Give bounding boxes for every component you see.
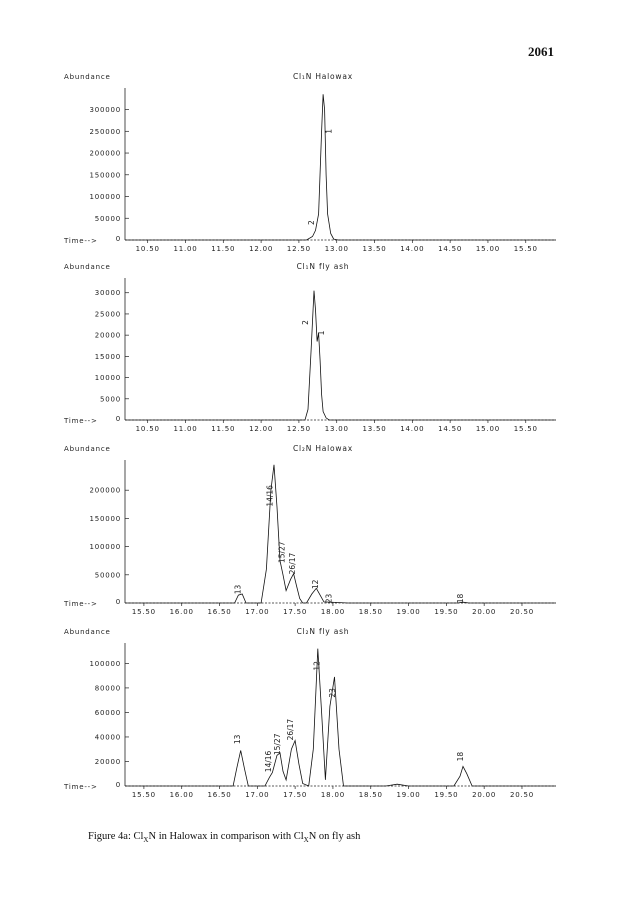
y-tick-label: 150000 xyxy=(89,514,121,523)
y-tick-label: 200000 xyxy=(89,149,121,158)
x-tick-label: 17.00 xyxy=(245,608,270,616)
y-tick-label: 300000 xyxy=(89,106,121,115)
y-tick-label: 40000 xyxy=(94,733,121,742)
x-tick-label: 19.50 xyxy=(434,791,459,799)
peak-label: 12 xyxy=(310,579,320,590)
x-tick-label: 11.50 xyxy=(211,245,236,253)
y-tick-label: 150000 xyxy=(89,171,121,180)
x-tick-label: 14.00 xyxy=(400,425,425,433)
x-tick-label: 16.50 xyxy=(207,791,232,799)
x-tick-label: 11.50 xyxy=(211,425,236,433)
x-tick-label: 13.50 xyxy=(362,425,387,433)
x-tick-label: 15.00 xyxy=(475,425,500,433)
figure-caption: Figure 4a: $Cl_XN$ in Halowax in comparison with $Cl_XN$ on fly ash xyxy=(88,831,361,845)
x-tick-label: 15.50 xyxy=(131,791,156,799)
x-tick-label: 14.50 xyxy=(438,245,463,253)
y-tick-label: 20000 xyxy=(94,331,121,340)
x-tick-label: 16.50 xyxy=(207,608,232,616)
x-axis-label: Time--> xyxy=(64,237,98,245)
y-tick-label: 80000 xyxy=(94,684,121,693)
x-tick-label: 16.00 xyxy=(169,791,194,799)
y-axis-label: Abundance xyxy=(64,263,111,271)
x-tick-label: 12.00 xyxy=(249,425,274,433)
x-tick-label: 15.50 xyxy=(131,608,156,616)
y-tick-label: 10000 xyxy=(94,374,121,383)
x-tick-label: 20.00 xyxy=(472,791,497,799)
x-tick-label: 11.00 xyxy=(173,245,198,253)
x-axis-label: Time--> xyxy=(64,600,98,608)
x-tick-label: 17.50 xyxy=(283,608,308,616)
x-tick-label: 20.50 xyxy=(509,791,534,799)
x-tick-label: 12.50 xyxy=(286,425,311,433)
y-tick-label: 50000 xyxy=(94,571,121,580)
peak-label: 18 xyxy=(455,593,465,604)
x-tick-label: 19.00 xyxy=(396,608,421,616)
x-tick-label: 13.00 xyxy=(324,425,349,433)
x-tick-label: 15.00 xyxy=(475,245,500,253)
y-tick-label: 20000 xyxy=(94,757,121,766)
x-tick-label: 14.50 xyxy=(438,425,463,433)
peak-label: 13 xyxy=(233,584,243,595)
peak-label: 26/17 xyxy=(288,552,298,575)
x-axis-label: Time--> xyxy=(64,783,98,791)
y-axis-label: Abundance xyxy=(64,73,111,81)
peak-label: 14/16 xyxy=(263,750,273,773)
x-tick-label: 18.50 xyxy=(358,791,383,799)
y-axis-label: Abundance xyxy=(64,445,111,453)
x-tick-label: 13.50 xyxy=(362,245,387,253)
y-tick-label: 0 xyxy=(115,415,121,423)
y-tick-label: 100000 xyxy=(89,659,121,668)
y-tick-label: 250000 xyxy=(89,127,121,136)
chromatogram-trace xyxy=(125,649,556,786)
y-tick-label: 0 xyxy=(115,598,121,606)
x-tick-label: 17.00 xyxy=(245,791,270,799)
x-tick-label: 18.00 xyxy=(320,608,345,616)
peak-label: 2 xyxy=(307,220,317,225)
chart-title: Cl₂N Halowax xyxy=(293,444,353,453)
peak-label: 12 xyxy=(312,661,322,671)
x-tick-label: 13.00 xyxy=(324,245,349,253)
x-tick-label: 17.50 xyxy=(283,791,308,799)
chart-title: Cl₁N Halowax xyxy=(293,72,353,81)
y-tick-label: 100000 xyxy=(89,193,121,202)
y-tick-label: 200000 xyxy=(89,486,121,495)
peak-label: 1 xyxy=(316,330,326,336)
x-tick-label: 10.50 xyxy=(135,245,160,253)
peak-label: 18 xyxy=(455,751,465,762)
peak-label: 14/16 xyxy=(265,485,275,507)
y-tick-label: 60000 xyxy=(94,708,121,717)
y-tick-label: 50000 xyxy=(94,214,121,223)
x-tick-label: 16.00 xyxy=(169,608,194,616)
y-tick-label: 25000 xyxy=(94,310,121,319)
y-tick-label: 100000 xyxy=(89,543,121,552)
chromatogram-trace xyxy=(125,291,556,420)
x-tick-label: 11.00 xyxy=(173,425,198,433)
x-tick-label: 19.50 xyxy=(434,608,459,616)
peak-label: 23 xyxy=(324,593,334,604)
y-tick-label: 15000 xyxy=(94,352,121,361)
peak-label: 15/27 xyxy=(277,541,287,564)
peak-label: 15/27 xyxy=(273,733,283,756)
y-axis-label: Abundance xyxy=(64,628,111,636)
x-tick-label: 12.00 xyxy=(249,245,274,253)
chart-title: Cl₂N fly ash xyxy=(296,627,350,636)
peak-label: 23 xyxy=(328,688,338,698)
x-tick-label: 20.00 xyxy=(472,608,497,616)
chromatogram-trace xyxy=(125,94,556,240)
peak-label: 13 xyxy=(232,734,242,745)
chart-title: Cl₁N fly ash xyxy=(296,262,350,271)
x-tick-label: 18.00 xyxy=(320,791,345,799)
x-tick-label: 20.50 xyxy=(509,608,534,616)
peak-label: 26/17 xyxy=(285,718,295,741)
x-axis-label: Time--> xyxy=(64,417,98,425)
peak-label: 1 xyxy=(324,128,334,134)
chromatogram-trace xyxy=(125,465,556,603)
x-tick-label: 10.50 xyxy=(135,425,160,433)
x-tick-label: 12.50 xyxy=(286,245,311,253)
x-tick-label: 15.50 xyxy=(513,245,538,253)
y-tick-label: 0 xyxy=(115,781,121,789)
page-number: 2061 xyxy=(528,44,554,59)
x-tick-label: 14.00 xyxy=(400,245,425,253)
x-tick-label: 15.50 xyxy=(513,425,538,433)
y-tick-label: 5000 xyxy=(99,395,121,404)
y-tick-label: 30000 xyxy=(94,289,121,298)
peak-label: 2 xyxy=(300,320,310,325)
x-tick-label: 18.50 xyxy=(358,608,383,616)
x-tick-label: 19.00 xyxy=(396,791,421,799)
y-tick-label: 0 xyxy=(115,235,121,243)
